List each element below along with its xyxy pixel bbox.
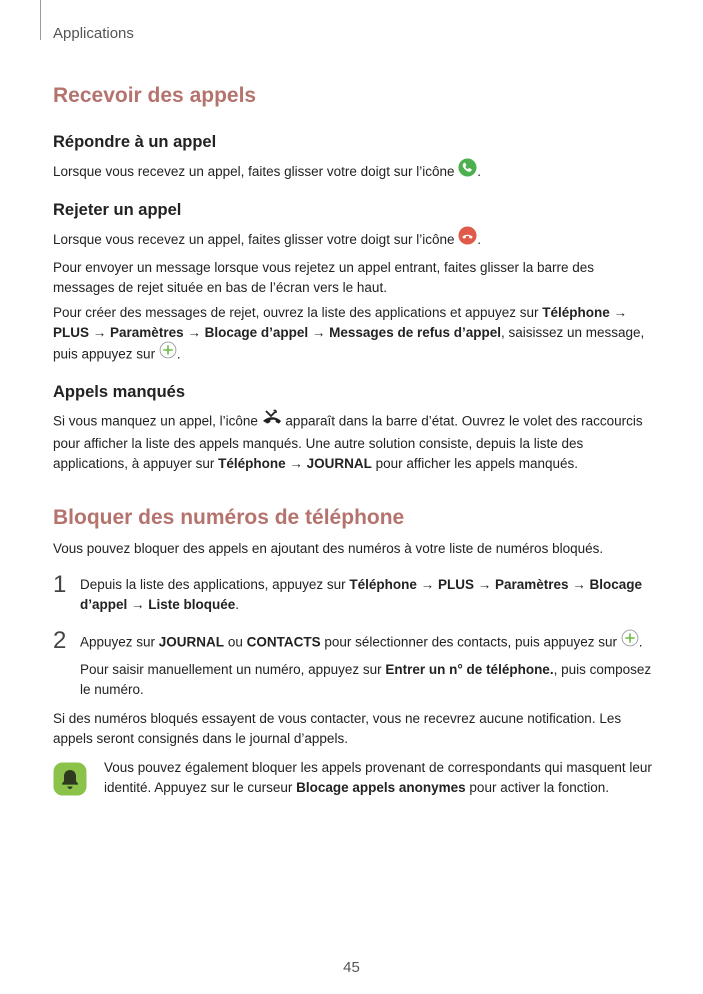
heading-missed-calls: Appels manqués [53, 383, 186, 401]
heading-answer-call: Répondre à un appel [53, 133, 217, 151]
step-1-number: 1 [53, 571, 67, 598]
reject-paragraph: Lorsque vous recevez un appel, faites glisser votre doigt sur l’icône . [53, 228, 653, 253]
heading-receive-calls: Recevoir des appels [53, 84, 257, 107]
answer-paragraph: Lorsque vous recevez un appel, faites glisser votre doigt sur l’icône . [53, 160, 653, 185]
header-divider [40, 0, 41, 40]
reject-call-icon [458, 226, 477, 251]
missed-paragraph: Si vous manquez un appel, l’icône apparaît dans la barre d’état. Ouvrez le volet des raccourcis pour afficher la liste des appels manqués. Une autre solution consiste, depuis la liste des applications, à appuyer sur Téléphone → JOURNAL pour afficher les appels manqués. [53, 410, 653, 474]
note-box [53, 758, 653, 798]
reject-message-paragraph: Pour envoyer un message lorsque vous rejetez un appel entrant, faites glisser la barre des messages de rejet située en bas de l’écran vers le haut. [53, 260, 595, 295]
blocked-notification-paragraph: Si des numéros bloqués essayent de vous contacter, vous ne recevrez aucune notification. Les appels seront consignés dans le journal d’appels. [53, 711, 622, 746]
page-content [53, 82, 653, 798]
step-1 [53, 571, 653, 615]
add-icon [621, 629, 639, 653]
step-2-subtext: Pour saisir manuellement un numéro, appuyez sur Entrer un n° de téléphone., puis composez le numéro. [80, 662, 652, 697]
missed-call-icon [262, 408, 282, 432]
reject-setup-paragraph: Pour créer des messages de rejet, ouvrez la liste des applications et appuyez sur Téléphone → PLUS → Paramètres → Blocage d’appel → Messages de refus d’appel, saisissez un message, puis appuyez sur . [53, 303, 653, 367]
step-2 [53, 627, 653, 700]
heading-reject-call: Rejeter un appel [53, 201, 182, 219]
answer-call-icon [458, 158, 477, 183]
page-number: 45 [343, 959, 360, 976]
section-label: Applications [53, 25, 134, 42]
add-icon [159, 341, 177, 365]
step-1-text: Depuis la liste des applications, appuyez sur Téléphone → PLUS → Paramètres → Blocage d’appel → Liste bloquée. [80, 577, 643, 612]
note-text: Vous pouvez également bloquer les appels provenant de correspondants qui masquent leur identité. Appuyez sur le curseur Blocage appels anonymes pour activer la fonction. [104, 760, 652, 795]
heading-block-numbers: Bloquer des numéros de téléphone [53, 506, 405, 529]
step-2-number: 2 [53, 627, 67, 654]
step-2-text: Appuyez sur JOURNAL ou CONTACTS pour sélectionner des contacts, puis appuyez sur . [80, 631, 653, 655]
block-intro: Vous pouvez bloquer des appels en ajoutant des numéros à votre liste de numéros bloqués. [53, 541, 604, 556]
notification-bell-icon [53, 762, 87, 801]
